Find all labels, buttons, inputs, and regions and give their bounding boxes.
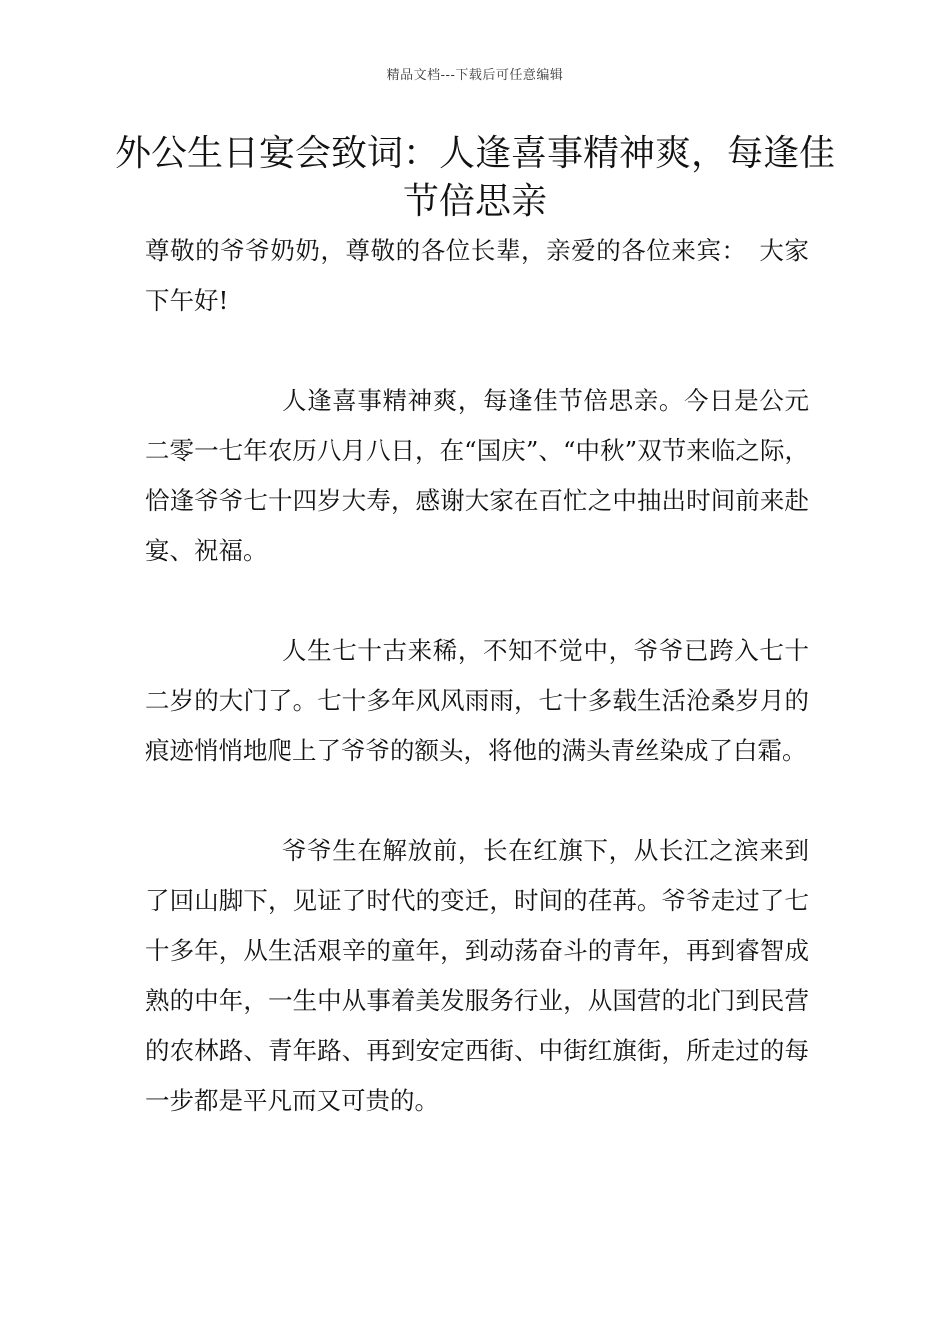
- paragraph-occasion: 人逢喜事精神爽，每逢佳节倍思亲。今日是公元二零一七年农历八月八日，在“国庆”、“中秋”双节来临之际，恰逢爷爷七十四岁大寿，感谢大家在百忙之中抽出时间前来赴宴、祝福。: [145, 386, 809, 565]
- paragraph-gap: [145, 776, 809, 826]
- paragraph-gap: [145, 576, 809, 626]
- paragraph-life: 爷爷生在解放前，长在红旗下，从长江之滨来到了回山脚下，见证了时代的变迁，时间的荏苒。爷爷走过了七十多年，从生活艰辛的童年，到动荡奋斗的青年，再到睿智成熟的中年，一生中从事着美发服务行业，从国营的北门到民营的农林路、青年路、再到安定西街、中街红旗街，所走过的每一步都是平凡而又可贵的。: [145, 836, 809, 1115]
- paragraph-gap: [145, 326, 809, 376]
- document-title: 外公生日宴会致词：人逢喜事精神爽，每逢佳节倍思亲: [114, 133, 835, 222]
- paragraph-greeting: 尊敬的爷爷奶奶，尊敬的各位长辈，亲爱的各位来宾： 大家下午好!: [145, 236, 809, 315]
- paragraph-age: 人生七十古来稀，不知不觉中，爷爷已跨入七十二岁的大门了。七十多年风风雨雨，七十多载生活沧桑岁月的痕迹悄悄地爬上了爷爷的额头，将他的满头青丝染成了白霜。: [145, 636, 809, 765]
- header-note: 精品文档---下载后可任意编辑: [386, 68, 564, 83]
- document-body: [145, 226, 809, 1126]
